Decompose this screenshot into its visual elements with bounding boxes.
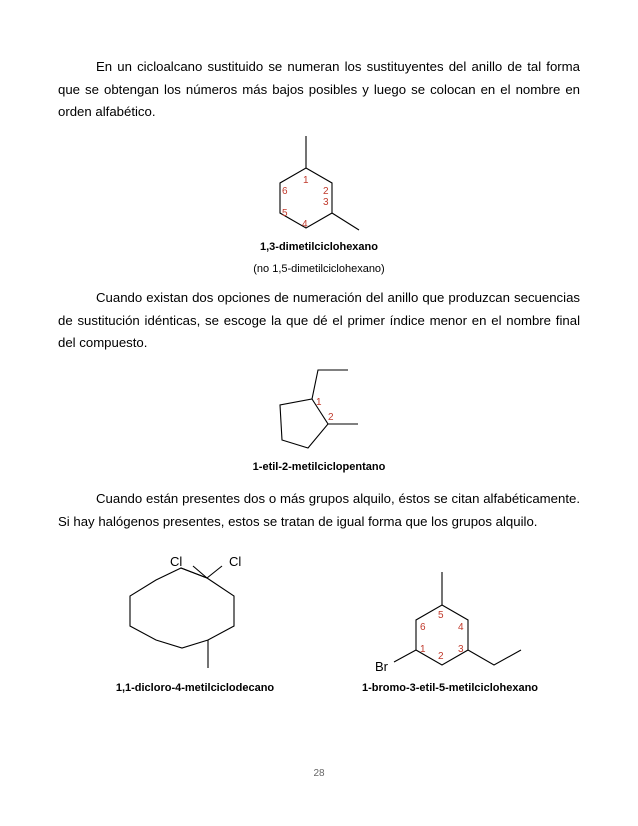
fig4-num-2: 2 (438, 651, 444, 662)
paragraph-3: Cuando están presentes dos o más grupos alquilo, éstos se citan alfabéticamente. Si hay halógenos presentes, estos se tratan de igual forma que los grupos alquilo. (58, 491, 580, 529)
fig4-num-3: 3 (458, 644, 464, 655)
paragraph-1: En un cicloalcano sustituido se numeran los sustituyentes del anillo de tal forma que se obtengan los números más bajos posibles y luego se colocan en el nombre en orden alfabético. (58, 59, 580, 119)
paragraph-2: Cuando existan dos opciones de numeración del anillo que produzcan secuencias de sustitución idénticas, se escoge la que dé el primer índice menor en el nombre final del compuesto. (58, 290, 580, 350)
fig4-num-4: 4 (458, 622, 464, 633)
page-number: 28 (313, 768, 325, 779)
fig4-num-1: 1 (420, 644, 426, 655)
fig1-caption: 1,3-dimetilciclohexano (260, 241, 378, 253)
fig3-cl-right: Cl (229, 554, 242, 569)
fig1-num-5: 5 (282, 208, 288, 219)
fig1-num-1: 1 (303, 175, 309, 186)
fig1-note: (no 1,5-dimetilciclohexano) (253, 263, 385, 275)
fig4-br: Br (375, 659, 388, 674)
fig2-caption: 1-etil-2-metilciclopentano (252, 461, 386, 473)
fig4-caption: 1-bromo-3-etil-5-metilciclohexano (361, 682, 539, 694)
fig1-num-2: 2 (323, 186, 329, 197)
fig2-num-2: 2 (328, 412, 334, 423)
fig4-num-6: 6 (420, 622, 426, 633)
fig4-num-5: 5 (438, 610, 444, 621)
fig1-num-4: 4 (302, 219, 308, 230)
fig3-cl-left: Cl (170, 554, 183, 569)
fig1-num-3: 3 (323, 197, 329, 208)
fig1-num-6: 6 (282, 186, 288, 197)
fig2-num-1: 1 (316, 397, 322, 408)
fig3-caption: 1,1-dicloro-4-metilciclodecano (115, 682, 275, 694)
